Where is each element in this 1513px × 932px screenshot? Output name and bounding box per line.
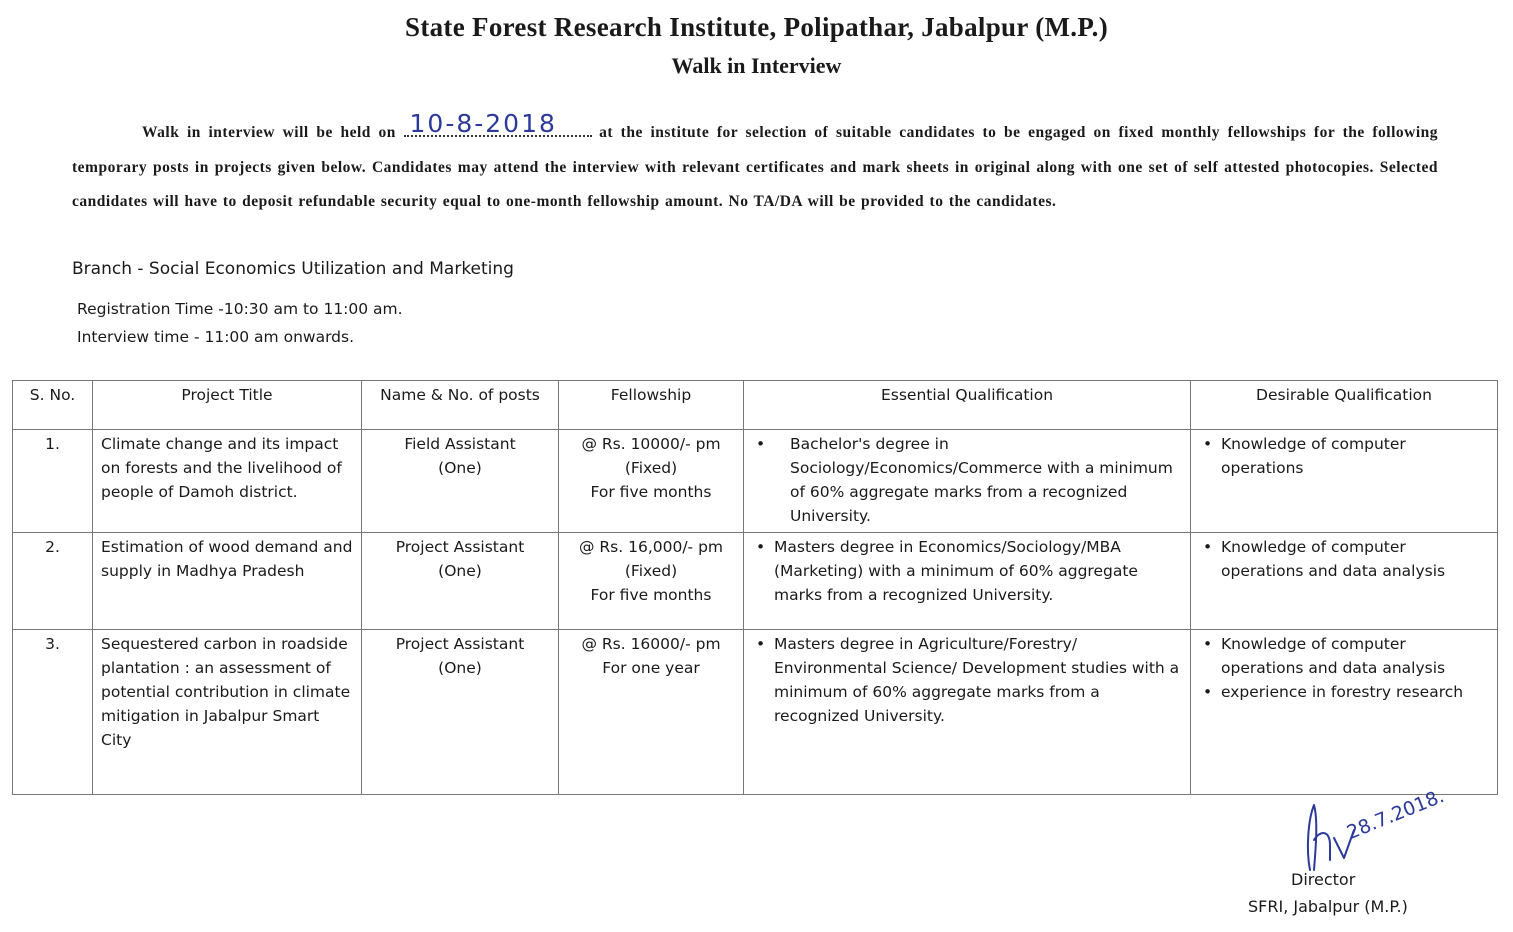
fellowship-type: (Fixed) (624, 459, 678, 477)
fellowship-duration: For five months (590, 483, 712, 501)
interview-time: Interview time - 11:00 am onwards. (77, 328, 355, 346)
signatory-designation: Director (1291, 870, 1356, 889)
table-row (13, 430, 1498, 533)
intro-paragraph (72, 108, 1438, 220)
cell-project-title: Sequestered carbon in roadside plantation : an assessment of potential contribution in climate mitigation in Jabalpur Smart City (93, 630, 362, 795)
fellowship-duration: For one year (602, 659, 700, 677)
post-name: Project Assistant (395, 635, 525, 653)
page-title: State Forest Research Institute, Polipathar, Jabalpur (M.P.) (405, 12, 1108, 42)
header-sno: S. No. (13, 381, 93, 430)
header-fellowship: Fellowship (559, 381, 744, 430)
cell-essential (744, 630, 1191, 795)
header-essential-qualification: Essential Qualification (744, 381, 1191, 430)
essential-item: • Masters degree in Economics/Sociology/MBA (Marketing) with a minimum of 60% aggregate marks from a recognized University. (774, 535, 1182, 607)
header-desirable-qualification: Desirable Qualification (1191, 381, 1498, 430)
fellowship-type: (Fixed) (624, 562, 678, 580)
cell-post (362, 430, 559, 533)
post-name: Field Assistant (404, 435, 516, 453)
desirable-item: • Knowledge of computer operations and data analysis (1221, 632, 1489, 680)
cell-sno: 2. (13, 533, 93, 630)
essential-item: • Bachelor's degree in Sociology/Economics/Commerce with a minimum of 60% aggregate marks from a recognized University. (790, 432, 1182, 528)
header-name-posts: Name & No. of posts (362, 381, 559, 430)
desirable-item: • experience in forestry research (1221, 680, 1489, 704)
branch-name: Branch - Social Economics Utilization and Marketing (72, 259, 514, 279)
header-project-title: Project Title (93, 381, 362, 430)
page-subtitle: Walk in Interview (671, 53, 842, 78)
fellowship-amount: @ Rs. 16000/- pm (581, 635, 721, 653)
essential-item: • Masters degree in Agriculture/Forestry/ Environmental Science/ Development studies with a minimum of 60% aggregate marks from a recognized University. (774, 632, 1182, 728)
cell-desirable (1191, 630, 1498, 795)
post-name: Project Assistant (395, 538, 525, 556)
intro-before-date: Walk in interview will be held on (142, 124, 396, 141)
cell-fellowship (559, 630, 744, 795)
interview-date-field (404, 108, 592, 138)
registration-time: Registration Time -10:30 am to 11:00 am. (77, 300, 403, 318)
cell-project-title: Estimation of wood demand and supply in Madhya Pradesh (93, 533, 362, 630)
cell-sno: 1. (13, 430, 93, 533)
fellowship-amount: @ Rs. 16,000/- pm (578, 538, 724, 556)
cell-fellowship (559, 533, 744, 630)
cell-post (362, 630, 559, 795)
table-row (13, 630, 1498, 795)
posts-table (12, 380, 1498, 795)
table-header-row (13, 381, 1498, 430)
signatory-office: SFRI, Jabalpur (M.P.) (1248, 897, 1408, 916)
cell-essential (744, 430, 1191, 533)
cell-project-title: Climate change and its impact on forests and the livelihood of people of Damoh district. (93, 430, 362, 533)
desirable-item: • Knowledge of computer operations and data analysis (1221, 535, 1489, 583)
post-count: (One) (438, 659, 482, 677)
cell-desirable (1191, 430, 1498, 533)
cell-post (362, 533, 559, 630)
cell-sno: 3. (13, 630, 93, 795)
interview-date: 10-8-2018 (409, 108, 557, 138)
post-count: (One) (438, 459, 482, 477)
table-row (13, 533, 1498, 630)
fellowship-duration: For five months (590, 586, 712, 604)
post-count: (One) (438, 562, 482, 580)
cell-fellowship (559, 430, 744, 533)
cell-essential (744, 533, 1191, 630)
cell-desirable (1191, 533, 1498, 630)
signature-date: 28.7.2018. (1343, 785, 1448, 844)
intro-after-date: at the institute for selection of suitable candidates to be engaged on fixed monthly fellowships for the following temporary posts in projects given below. Candidates may attend the interview with relevant certificates and mark sheets in original along with one set of self attested photocopies. Selected candidates will have to deposit refundable security equal to one-month fellowship amount. No TA/DA will be provided to the candidates. (72, 124, 1438, 210)
desirable-item: • Knowledge of computer operations (1221, 432, 1489, 480)
fellowship-amount: @ Rs. 10000/- pm (581, 435, 721, 453)
